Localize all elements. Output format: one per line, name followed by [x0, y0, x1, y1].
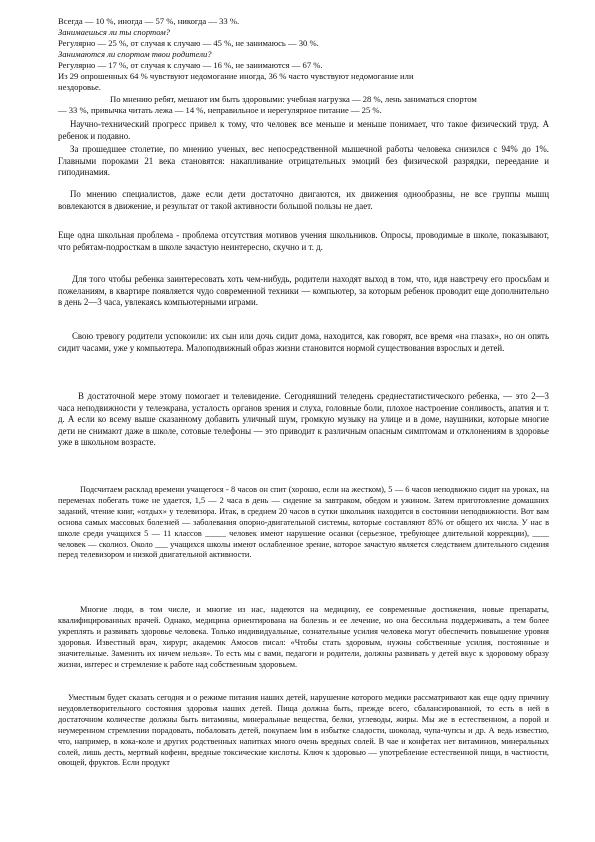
- survey-line: По мнению ребят, мешают им быть здоровыми: учебная нагрузка — 28 %, лень заниматься спортом: [110, 94, 477, 104]
- survey-line: — 33 %, привычка читать лежа — 14 %, неправильное и нерегулярное питание — 25 %.: [58, 105, 382, 115]
- survey-line: Всегда — 10 %, иногда — 57 %, никогда — 33 %.: [58, 16, 240, 26]
- paragraph: Еще одна школьная проблема - проблема отсутствия мотивов учения школьников. Опросы, проводимые в школе, показывают, что ребятам-подросткам в школе зачастую неинтересно, скучно и т. д.: [58, 230, 549, 252]
- paragraph: Для того чтобы ребенка заинтересовать хоть чем-нибудь, родители находят выход в том, что, идя навстречу его просьбам и пожеланиям, в квартире появляется чудо современной техники — компьютер, за которым ребенок проводит еще дополнительно в день 2—3 часа, увлекаясь компьютерными играми.: [58, 274, 549, 308]
- survey-line: Регулярно — 17 %, от случая к случаю — 16 %, не занимаются — 67 %.: [58, 60, 323, 70]
- paragraph: В достаточной мере этому помогает и телевидение. Сегодняшний теледень среднестатистического ребенка, — это 2—3 часа неподвижности у телеэкрана, усталость органов зрения и слуха, головные боли, плохое настроение сонливость, апатия и т. д. А если ко всему выше сказанному добавить уличный шум, громкую музыку на улице и в доме, наушники, которые многие дети не снимают даже в школе, сотовые телефоны — это приводит к различным опасным симптомам и отклонениям в здоровье уже в школьном возрасте.: [58, 391, 549, 448]
- survey-line: Из 29 опрошенных 64 % чувствуют недомогание иногда, 36 % часто чувствуют недомогание или: [58, 71, 414, 81]
- paragraph: Свою тревогу родители успокоили: их сын или дочь сидит дома, находится, как говорят, все время «на глазах», но он опять сидит часами, уже у компьютера. Малоподвижный образ жизни становится нормой существования взрослых и детей.: [58, 331, 549, 353]
- survey-question: Занимаешься ли ты спортом?: [58, 27, 170, 37]
- survey-line: Регулярно — 25 %, от случая к случаю — 45 %, не занимаюсь — 30 %.: [58, 38, 319, 48]
- paragraph: Уместным будет сказать сегодня и о режиме питания наших детей, нарушение которого медики рассматривают как еще одну причину неудовлетворительного состояния здоровья наших детей. Пища должна быть, прежде всего, сбалансированной, то есть в ней в достаточном количестве должны быть витамины, минеральные вещества, белки, углеводы, жиры. Мы же в естественном, а порой и неумеренном стремлении порадовать, побаловать детей, покупаем lим в избытке сладости, шоколад, чупа-чупсы и др. А ведь известно, что, например, в кока-коле и других родственных напитках много очень вредных солей. В чае и конфетах нет витаминов, минеральных солей, лишь десть, мертвый кофеин, вредные токсические кислоты. Ключ к здоровью — употребление естественной пищи, в частности, овощей, фруктов. Если продукт: [58, 693, 549, 768]
- survey-line: нездоровье.: [58, 82, 101, 92]
- paragraph: За прошедшее столетие, по мнению ученых, вес непосредственной мышечной работы человека снизился с 94% до 1%. Главными пороками 21 века становятся: накапливание отрицательных эмоций без физической разрядки, переедание и гиподинамия.: [58, 144, 549, 178]
- paragraph: Научно-технический прогресс привел к тому, что человек все меньше и меньше понимает, что такое физический труд. А ребенок и подавно.: [58, 119, 549, 141]
- survey-question: Занимаются ли спортом твои родители?: [58, 49, 212, 59]
- paragraph: По мнению специалистов, даже если дети достаточно двигаются, их движения однообразны, не все группы мышц вовлекаются в движение, и результат от такой активности большой пользы не дает.: [58, 189, 549, 211]
- paragraph: Подсчитаем расклад времени учащегося - 8 часов он спит (хорошо, если на жестком), 5 — 6 часов неподвижно сидит на уроках, на переменах побегать тоже не удается, 1,5 — 2 часа в день — сидение за завтраком, обедом и ужином. Затем приготовление домашних заданий, чтение книг, «отдых» у телевизора. Итак, в среднем 20 часов в сутки школьник находится в состоянии неподвижности. Вот вам основа самых массовых болезней — заболевания опорно-двигательной системы, которые составляют 85% от общего их числа. У нас в школе среди учащихся 5 — 11 классов _____ человек имеют нарушение осанки (серьезное, требующее длительной коррекции), ____ человек — сколиоз. Около ___ учащихся школы имеют ослабленное зрение, которое зачастую является следствием длительного сидения перед телевизором и низкой двигательной активности.: [58, 485, 549, 560]
- paragraph: Многие люди, в том числе, и многие из нас, надеются на медицину, ее современные достижения, новые препараты, квалифицированных врачей. Однако, медицина ориентирована на болезнь и ее лечение, но она бессильна поддерживать, а тем более укреплять и развивать здоровье человека. Только индивидуальные, сознательные усилия человека могут обеспечить повышение уровня здоровья. Известный врач, хирург, академик Амосов писал: «Чтобы стать здоровым, нужны собственные усилия, постоянные и значительные. Заменить их ничем нельзя». То есть мы с вами, педагоги и родители, должны развивать у детей вкус к здоровому образу жизни, интерес и стремление к работе над собственным здоровьем.: [58, 605, 549, 669]
